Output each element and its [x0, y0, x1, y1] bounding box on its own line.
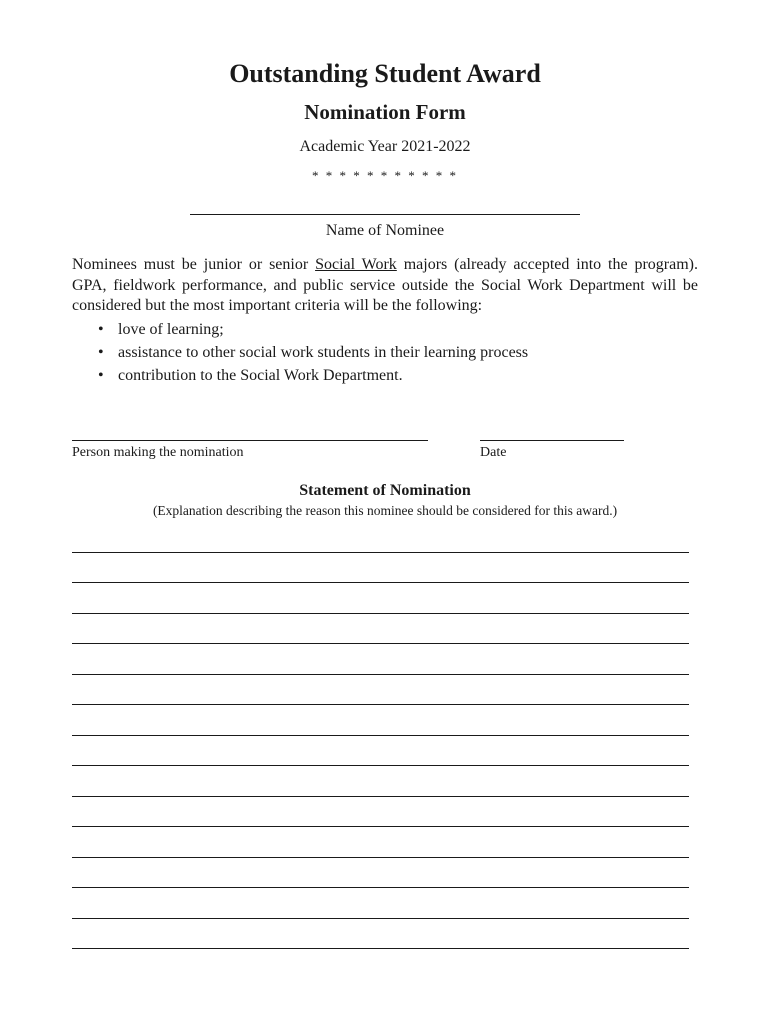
date-label: Date [480, 445, 507, 460]
separator: * * * * * * * * * * * [312, 168, 458, 183]
statement-note: (Explanation describing the reason this nominee should be considered for this award.) [152, 503, 618, 518]
statement-line[interactable] [72, 552, 689, 553]
form-title: Outstanding Student Award [229, 59, 541, 88]
statement-line[interactable] [72, 826, 689, 827]
criteria-major-underlined: Social Work [315, 256, 397, 273]
nominator-label: Person making the nomination [72, 445, 244, 460]
form-subtitle: Nomination Form [304, 100, 466, 124]
statement-line[interactable] [72, 918, 689, 919]
criteria-intro-start: Nominees must be junior or senior [72, 256, 316, 273]
statement-line[interactable] [72, 704, 689, 705]
statement-line[interactable] [72, 948, 689, 949]
criteria-item: • contribution to the Social Work Department. [118, 364, 698, 387]
statement-line[interactable] [72, 857, 689, 858]
statement-line[interactable] [72, 582, 689, 583]
statement-writing-area[interactable] [72, 0, 689, 1024]
statement-line[interactable] [72, 887, 689, 888]
nominee-name-label: Name of Nominee [325, 222, 445, 239]
criteria-item: • love of learning; [118, 318, 698, 341]
statement-line[interactable] [72, 613, 689, 614]
academic-year: Academic Year 2021-2022 [299, 138, 471, 155]
statement-line[interactable] [72, 643, 689, 644]
statement-line[interactable] [72, 674, 689, 675]
statement-line[interactable] [72, 735, 689, 736]
statement-line[interactable] [72, 796, 689, 797]
statement-title: Statement of Nomination [299, 482, 471, 499]
criteria-intro-end: majors (already accepted into the program). GPA, fieldwork performance, and public service outside the Social Work Department will be considered but the most important criteria will be the following: [72, 256, 699, 314]
criteria-item: • assistance to other social work students in their learning process [118, 341, 698, 364]
statement-line[interactable] [72, 765, 689, 766]
